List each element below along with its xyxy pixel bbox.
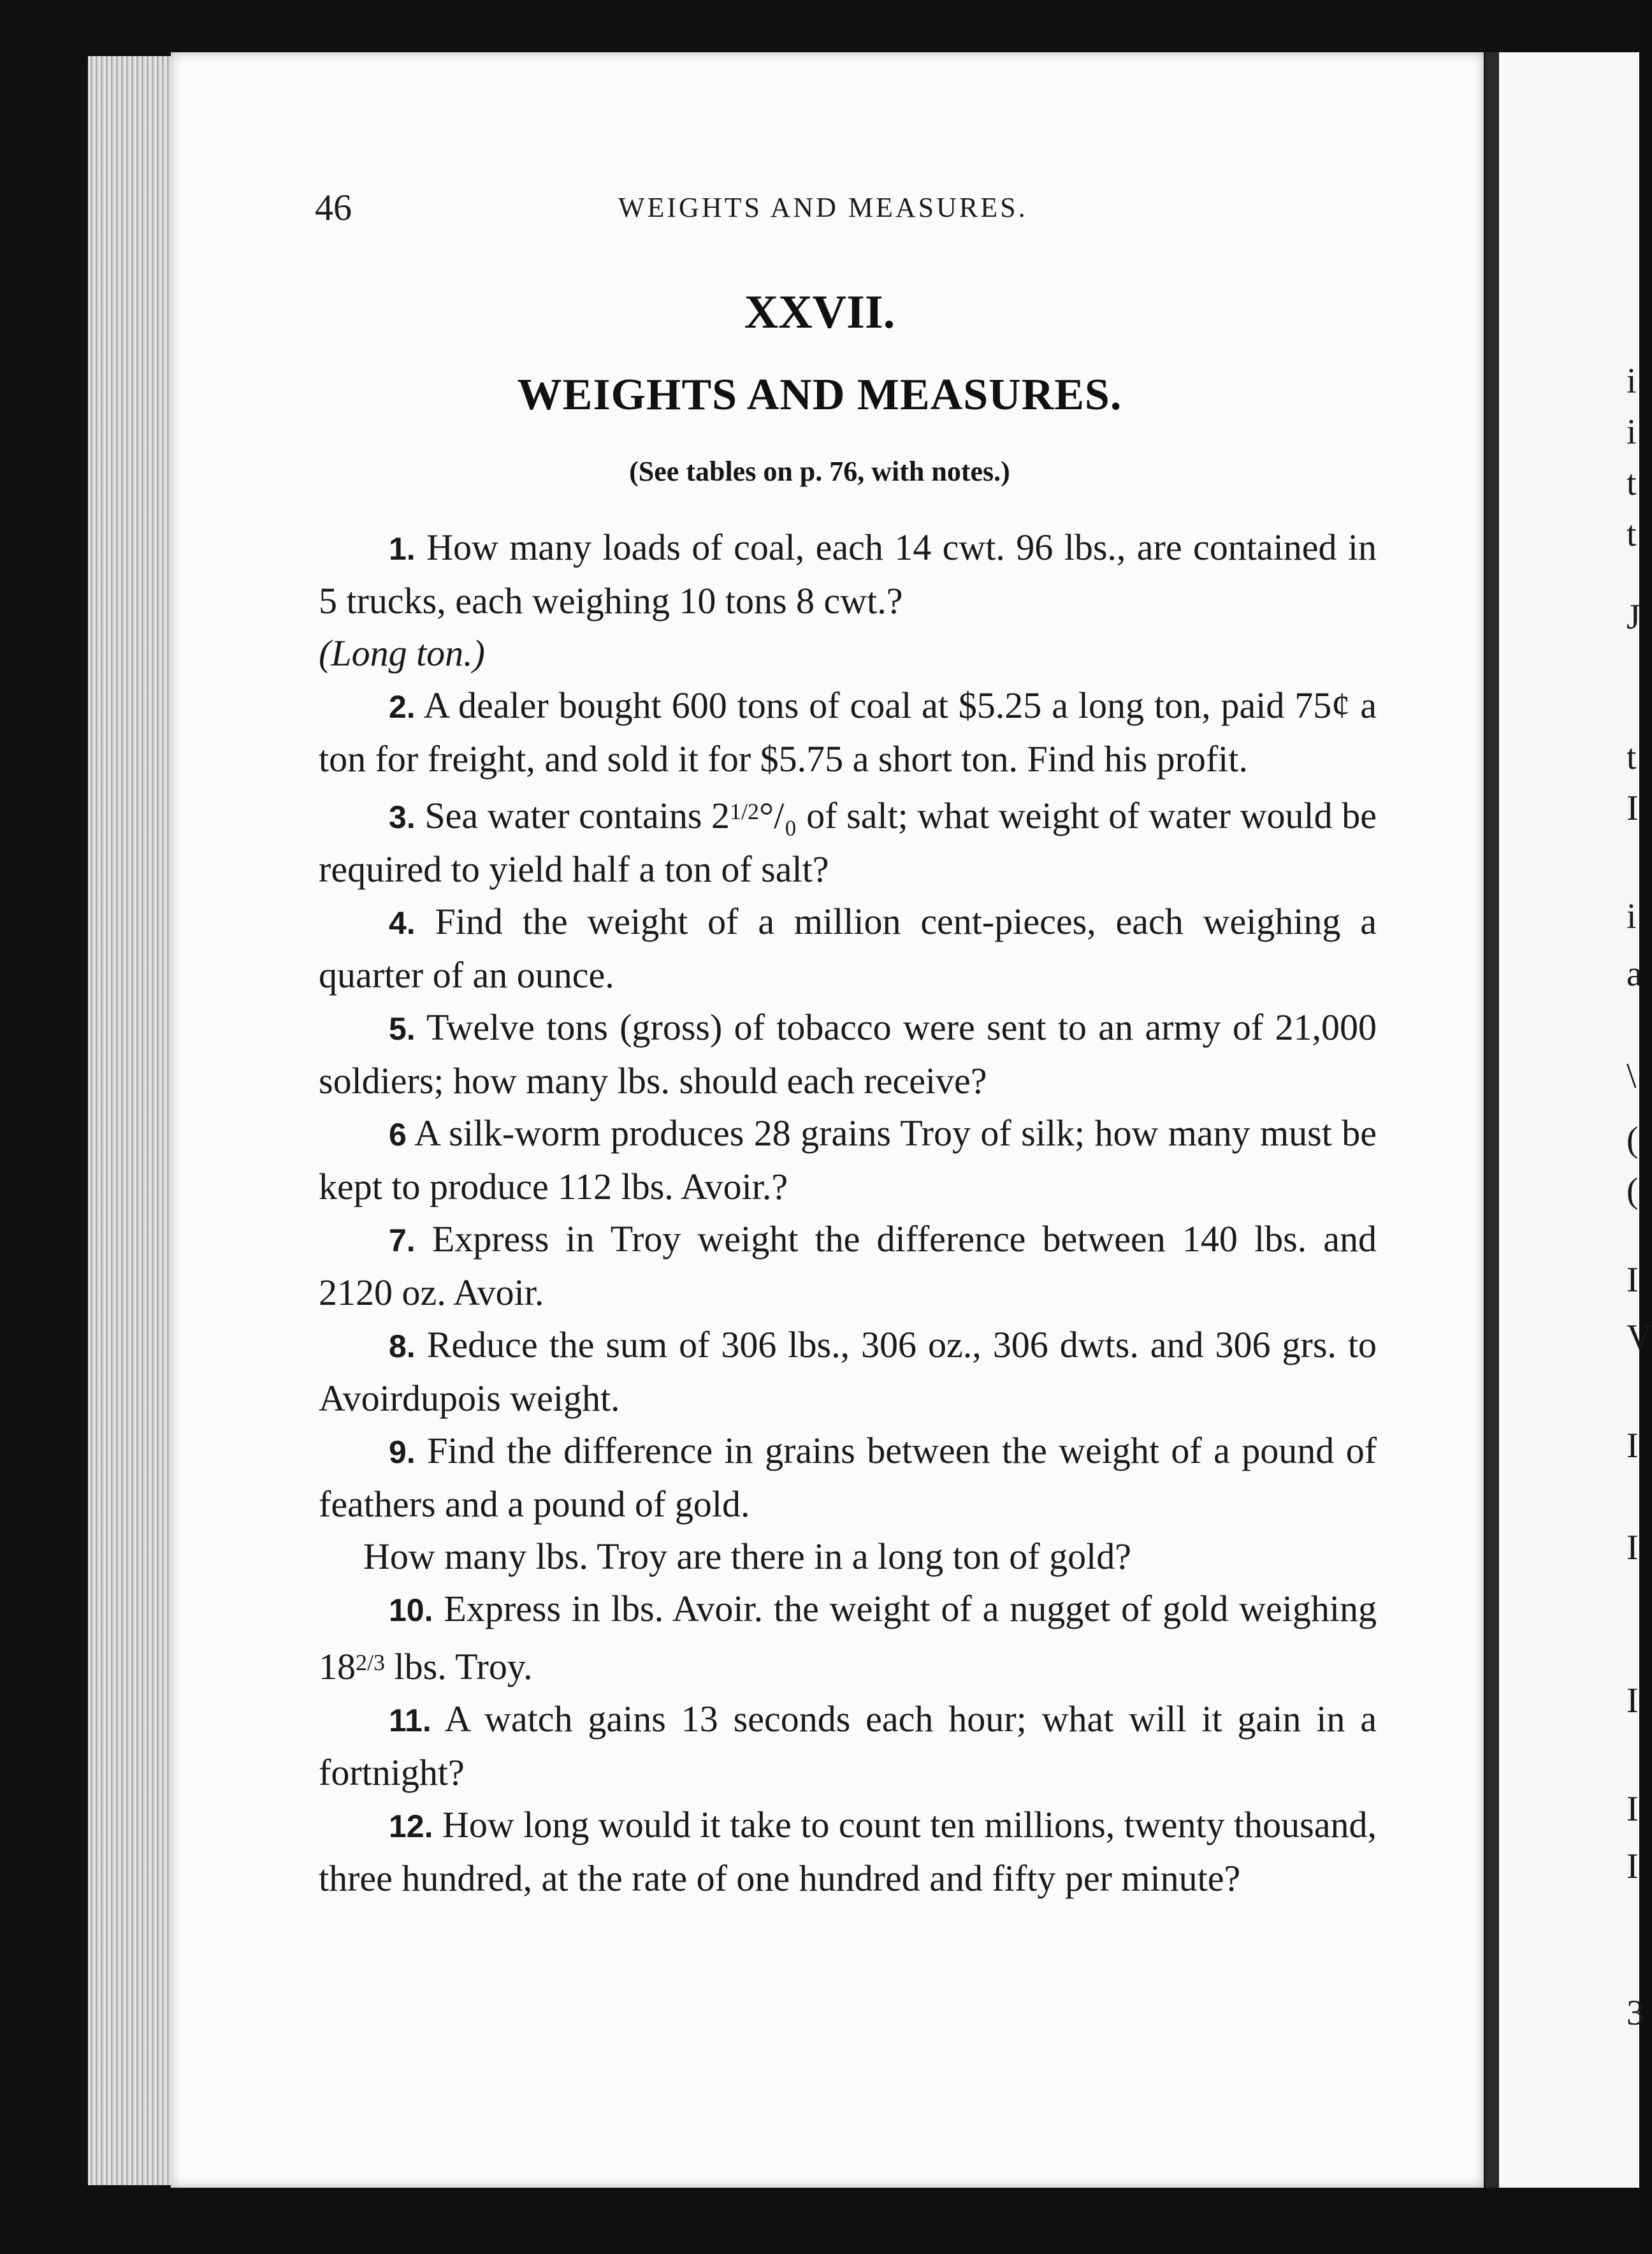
- problem-note: (Long ton.): [319, 632, 485, 674]
- problem-number: 4.: [389, 905, 416, 941]
- problem-9: [319, 1425, 1377, 1531]
- problem-number: 6: [389, 1117, 407, 1152]
- facing-fragment: a: [1627, 954, 1642, 994]
- problem-text: Reduce the sum of 306 lbs., 306 oz., 306 dwts. and 306 grs. to Avoirdupois weight.: [319, 1324, 1377, 1419]
- facing-fragment: I: [1627, 1426, 1639, 1465]
- problem-text: Twelve tons (gross) of tobacco were sent to an army of 21,000 soldiers; how many lbs. should each receive?: [319, 1007, 1377, 1102]
- problem-text: A silk-worm produces 28 grains Troy of silk; how many must be kept to produce 112 lbs. Avoir.?: [319, 1112, 1377, 1207]
- facing-fragment: I: [1627, 1260, 1639, 1300]
- facing-fragment: I: [1627, 1681, 1639, 1720]
- facing-fragment: i: [1627, 361, 1637, 401]
- problem-3: [319, 785, 1377, 896]
- facing-fragment: \: [1627, 1056, 1637, 1096]
- chapter-note: (See tables on p. 76, with notes.): [629, 456, 1010, 487]
- problem-text: Find the weight of a million cent-pieces, each weighing a quarter of an ounce.: [319, 901, 1377, 996]
- problem-text: Express in lbs. Avoir. the weight of a nugget of gold weighing 18: [319, 1588, 1377, 1687]
- problem-number: 2.: [389, 689, 416, 725]
- problem-text: Sea water contains 2: [424, 795, 730, 836]
- chapter-title: WEIGHTS AND MEASURES.: [517, 370, 1122, 419]
- facing-fragment: (: [1627, 1120, 1639, 1160]
- fraction: 1/2: [730, 799, 760, 824]
- problem-text: How many lbs. Troy are there in a long ton of gold?: [363, 1536, 1131, 1577]
- facing-fragment: I: [1627, 1528, 1639, 1567]
- facing-fragment: t: [1627, 738, 1637, 777]
- problem-11: [319, 1693, 1377, 1799]
- chapter-numeral: XXVII.: [744, 286, 895, 338]
- problem-number: 3.: [389, 799, 416, 835]
- problem-text: Express in Troy weight the difference between 140 lbs. and 2120 oz. Avoir.: [319, 1218, 1377, 1313]
- problem-9-followup: [319, 1531, 1377, 1583]
- fraction: 2/3: [356, 1650, 386, 1675]
- problem-text: How many loads of coal, each 14 cwt. 96 lbs., are contained in 5 trucks, each weighing 10 tons 8 cwt.?: [319, 527, 1377, 622]
- problem-text: A dealer bought 600 tons of coal at $5.25 a long ton, paid 75¢ a ton for freight, and sold it for $5.75 a short ton. Find his profit.: [319, 685, 1377, 780]
- page-number: 46: [315, 187, 352, 228]
- problem-number: 11.: [389, 1703, 431, 1738]
- problem-number: 7.: [389, 1223, 416, 1258]
- problem-text: A watch gains 13 seconds each hour; what will it gain in a fortnight?: [319, 1698, 1377, 1793]
- problem-6: [319, 1107, 1377, 1213]
- problem-8: [319, 1319, 1377, 1425]
- facing-fragment: I: [1627, 789, 1639, 828]
- problem-12: [319, 1799, 1377, 1905]
- problem-5: [319, 1001, 1377, 1107]
- facing-fragment: 3: [1627, 1993, 1644, 2033]
- problem-number: 1.: [389, 531, 416, 567]
- problem-number: 8.: [389, 1328, 416, 1364]
- facing-fragment: t: [1627, 514, 1637, 554]
- facing-fragment: t: [1627, 463, 1637, 503]
- problem-text: How long would it take to count ten millions, twenty thousand, three hundred, at the rate of one hundred and fifty per minute?: [319, 1804, 1377, 1899]
- problem-text: lbs. Troy.: [385, 1646, 533, 1687]
- problem-10: [319, 1583, 1377, 1693]
- problem-text: °/₀ of salt; what weight of water would be required to yield half a ton of salt?: [319, 795, 1377, 890]
- running-head: WEIGHTS AND MEASURES.: [618, 192, 1028, 223]
- problem-1: [319, 521, 1377, 680]
- facing-fragment: J: [1627, 597, 1641, 637]
- problem-7: [319, 1213, 1377, 1319]
- problem-number: 12.: [389, 1808, 433, 1844]
- facing-fragment: V: [1627, 1318, 1652, 1357]
- problem-2: [319, 680, 1377, 785]
- facing-fragment: I: [1627, 1789, 1639, 1829]
- problem-4: [319, 896, 1377, 1001]
- problem-list: [319, 521, 1377, 1905]
- facing-fragment: i: [1627, 897, 1637, 936]
- facing-fragment: I: [1627, 1847, 1639, 1886]
- problem-text: Find the difference in grains between the weight of a pound of feathers and a pound of gold.: [319, 1430, 1377, 1525]
- problem-number: 10.: [389, 1592, 433, 1628]
- facing-fragment: i: [1627, 412, 1637, 452]
- problem-number: 9.: [389, 1434, 416, 1470]
- problem-number: 5.: [389, 1011, 416, 1047]
- facing-fragment: (: [1627, 1171, 1639, 1211]
